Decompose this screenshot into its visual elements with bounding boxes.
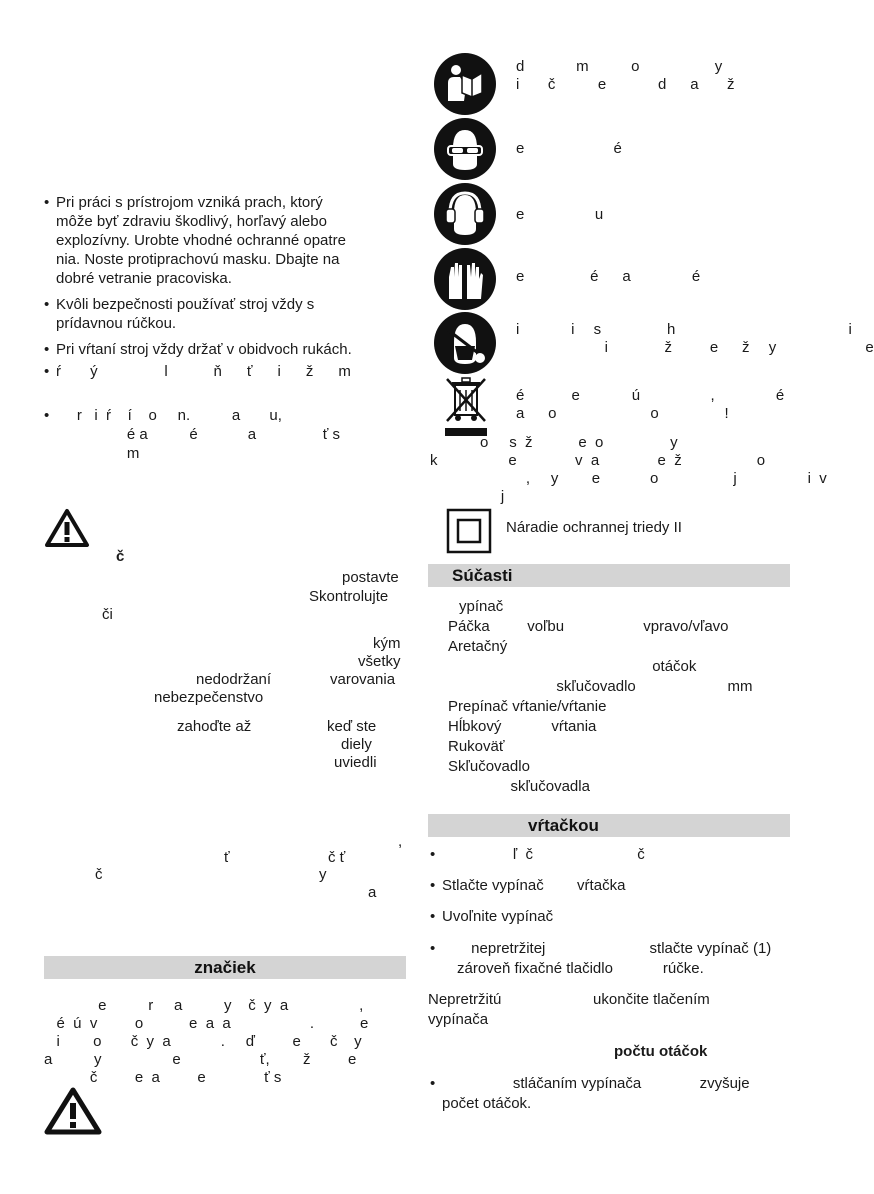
text-fragment: nedodržaní [196,671,272,688]
section-bar-drill [428,814,790,837]
dust-mask-icon [434,312,496,374]
parts-item: ypínač [459,598,504,615]
text-fragment: postavte [342,569,399,586]
symbol-text: i č e d a ž [516,76,736,93]
section-bar-symbols [44,956,406,979]
section-title: Súčasti [452,566,513,585]
bullet-line: počet otáčok. [442,1095,532,1112]
bullet-line: nia. Noste protiprachovú masku. Dbajte na [56,251,340,268]
parts-item: Skľučovadlo [448,758,530,775]
bullet-line: Pri práci s prístrojom vzniká prach, ktorý [56,194,323,211]
text-fragment: keď ste [327,718,377,735]
parts-item: skľučovadlo mm [448,678,753,695]
parts-item: skľučovadla [448,778,590,795]
bullet-line: explozívny. Urobte vhodné ochranné opatre [56,232,346,249]
text-fragment: a [368,884,377,901]
symbol-text: d m o y [516,58,723,75]
class-ii-label: Náradie ochrannej triedy II [506,519,682,536]
weee-text: k e v a e ž o [430,452,766,469]
text-fragment: č ť [328,849,346,866]
bullet-line: Uvoľnite vypínač [442,908,554,925]
symbol-text: é e ú , é [516,387,785,404]
text-fragment: diely [341,736,372,753]
text-fragment: uviedli [334,754,377,771]
parts-item: Rukoväť [448,738,505,755]
bullet-line: môže byť zdraviu škodlivý, horľavý alebo [56,213,327,230]
text-fragment: ť [224,849,230,866]
text-fragment: nebezpečenstvo [154,689,264,706]
text-fragment: Skontrolujte [309,588,389,605]
bullet-line: m [56,445,140,462]
class-ii-icon [446,508,492,554]
warning-triangle-icon [44,508,90,548]
bullet-line: zároveň fixačné tlačidlo rúčke. [457,960,704,977]
bullet-line: stláčaním vypínača zvyšuje [442,1075,750,1092]
warning-heading: č [116,548,125,565]
text-fragment: , [398,833,403,850]
symbols-line: a y e ť, ž e [44,1051,357,1068]
symbols-line: e r a y č y a , [44,997,364,1014]
paragraph-line: Nepretržitú ukončite tlačením [428,991,710,1008]
text-fragment: či [102,606,113,623]
bullet-line: ľ č č [442,846,645,863]
bullet-line: dobré vetranie pracoviska. [56,270,232,287]
gloves-icon [434,248,496,310]
bullet-line: nepretržitej stlačte vypínač (1) [442,940,772,957]
bullet-line: ŕ ý l ň ť i ž m [56,363,351,380]
bullet-line: prídavnou rúčkou. [56,315,177,332]
section-title: vŕtačkou [528,816,599,835]
text-fragment: y [319,866,327,883]
bullet-line: Pri vŕtaní stroj vždy držať v obidvoch rukách. [56,341,352,358]
symbols-line: č e a e ť s [44,1069,282,1086]
read-manual-icon [434,53,496,115]
bullet-line: Stlačte vypínač vŕtačka [442,877,626,894]
bullet-line: r i ŕ í o n. a u, [56,407,282,424]
bullet-line: é a é a ť s [56,426,341,443]
parts-item: Páčka voľbu vpravo/vľavo [448,618,729,635]
symbol-text: e é [516,140,623,157]
section-bar-parts [428,564,790,587]
parts-item: Prepínač vŕtanie/vŕtanie [448,698,607,715]
bullet-line: Kvôli bezpečnosti používať stroj vždy s [56,296,315,313]
ear-protection-icon [434,183,496,245]
text-fragment: všetky [358,653,401,670]
symbol-text: i i s h i [516,321,853,338]
parts-item: Hĺbkový vŕtania [448,718,597,735]
symbol-text: e é a é [516,268,701,285]
parts-item: Aretačný [448,638,508,655]
weee-text: j [430,488,505,505]
weee-text: , y e o j i v [430,470,827,487]
warning-triangle-icon [44,1087,102,1135]
text-fragment: kým [373,635,401,652]
symbol-text: i ž e ž y e [516,339,874,356]
symbol-text: e u [516,206,604,223]
eye-protection-icon [434,118,496,180]
subheading-speed: počtu otáčok [614,1043,708,1060]
section-title: značiek [194,958,256,977]
paragraph-line: vypínača [428,1011,489,1028]
symbols-line: é ú v o e a a . e [44,1015,369,1032]
text-fragment: varovania [330,671,396,688]
symbol-text: a o o ! [516,405,730,422]
weee-text: o s ž e o y [430,434,678,451]
crossed-bin-icon [443,375,489,437]
text-fragment: č [95,866,103,883]
text-fragment: zahoďte až [177,718,252,735]
parts-item: otáčok [448,658,697,675]
symbols-line: i o č y a . ď e č y [44,1033,362,1050]
